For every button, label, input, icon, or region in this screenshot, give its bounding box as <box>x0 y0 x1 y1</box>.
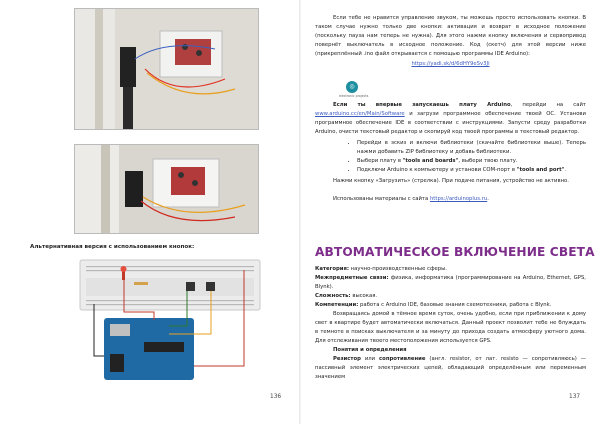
setup-bold: Если ты впервые запускаешь плату Arduino <box>333 102 511 108</box>
competencies-label: Компетенции: <box>315 302 359 308</box>
section-heading: АВТОМАТИЧЕСКОЕ ВКЛЮЧЕНИЕ СВЕТА <box>315 245 595 259</box>
step-3-a: Подключи Arduino к компьютеру и установи COM-порт в <box>357 167 517 173</box>
source-link[interactable]: https://arduinoplus.ru <box>429 196 488 202</box>
competencies-value: работа с Arduino IDE, базовые знания схемотехники, работа с Blynk. <box>358 302 552 308</box>
definitions-heading <box>315 346 586 355</box>
setup-paragraph <box>315 101 586 137</box>
setup-text-b: и загрузи программное обеспечение твоей ОС. Установи программное обеспечение IDE в соответствии с инструкциями. Запусти среду разработки Arduino, очисти текстовый редактор и скопируй код твоей программы в текстовый редактор. <box>315 111 586 135</box>
upload-paragraph: Нажми кнопку «Загрузить» (стрелка). При подаче питания, устройство не активно. <box>333 178 569 184</box>
source-text: Использованы материалы с сайта <box>333 196 430 202</box>
main-paragraph: Возвращаясь домой в тёмное время суток, очень удобно, если при приближении к дому свет в квартире будет автоматически включаться. Данный проект позволит тебе не блуждать в темноте в поисках выключателя и за минуту до прихода создать атмосферу уютного дома. Для отслеживания твоего местоположения используется GPS. <box>315 311 586 344</box>
left-page-number: 136 <box>270 394 282 400</box>
step-2-b: "tools and boards" <box>402 158 459 164</box>
logo-text: electronic projects <box>339 94 369 98</box>
resistor-or: или <box>360 356 380 362</box>
step-2-c: , выбери твою плату. <box>458 158 518 164</box>
category-label: Категория: <box>315 266 349 272</box>
meta-difficulty <box>315 292 586 301</box>
meta-competencies <box>315 301 586 310</box>
resistor-definition <box>315 355 586 382</box>
logo <box>339 81 368 98</box>
meta-category <box>315 265 586 274</box>
definitions-title: Понятия и определения <box>333 347 407 353</box>
arduino-software-link[interactable]: www.arduino.cc/en/Main/Software <box>315 111 405 117</box>
step-2-a: Выбери плату в <box>357 158 403 164</box>
intro-block <box>315 14 586 69</box>
left-page <box>0 0 299 424</box>
sketch-link[interactable]: https://yadi.sk/d/6dHY9eSv3Ji <box>411 61 490 67</box>
step-3-c: . <box>564 167 567 173</box>
photo-wall-switch-top <box>74 8 259 130</box>
interdisciplinary-value: физика, информатика (программирование на Arduino, Ethernet, GPS, Blynk). <box>315 275 586 290</box>
setup-block <box>315 101 586 204</box>
difficulty-label: Сложность: <box>315 293 351 299</box>
left-caption: Альтернативная версия с использованием кнопок: <box>30 244 195 250</box>
category-value: научно-производственные сферы. <box>349 266 447 272</box>
source-paragraph <box>315 195 586 204</box>
resistance-term: сопротивление <box>379 356 426 362</box>
interdisciplinary-label: Межпредметные связи: <box>315 275 389 281</box>
setup-steps <box>315 139 586 175</box>
difficulty-value: высокая. <box>350 293 378 299</box>
photo-wall-switch-bottom <box>74 144 259 234</box>
setup-text-a: , перейди на сайт <box>510 102 586 108</box>
resistor-desc: (англ. resistor, от лат. resisto — сопротивляюсь) — пассивный элемент электрических цепей, обладающий определённым или переменным значением <box>315 356 586 380</box>
step-3-b: "tools and port" <box>516 167 565 173</box>
right-page-number: 137 <box>569 394 581 400</box>
step-1: • Перейди в эскиз и включи библиотеки (скачайте библиотеки выше). Теперь нажми добавить ZIP библиотеку и добавь библиотеки. <box>357 139 586 157</box>
meta-block <box>315 265 586 310</box>
right-page <box>301 0 600 424</box>
breadboard-diagram <box>74 256 264 382</box>
intro-paragraph: Если тебе не нравится управление звуком, ты можешь просто использовать кнопки. В таком случае нужно только две кнопки: активация и возврат в исходное положение (поскольку пауза нам теперь не нужна). Для этого нажми кнопку включения и сервопривод повернёт выключатель в исходное положение. Код (скетч) для этой версии ниже (прикреплённый .ino файл открывается с помощью программы IDE Arduino): <box>315 15 586 57</box>
logo-icon: ◎ <box>346 81 358 93</box>
resistor-term: Резистор <box>333 356 361 362</box>
step-3 <box>357 166 586 175</box>
source-dot: . <box>487 196 489 202</box>
step-2 <box>357 157 586 166</box>
main-block <box>315 310 586 382</box>
meta-interdisciplinary <box>315 274 586 292</box>
